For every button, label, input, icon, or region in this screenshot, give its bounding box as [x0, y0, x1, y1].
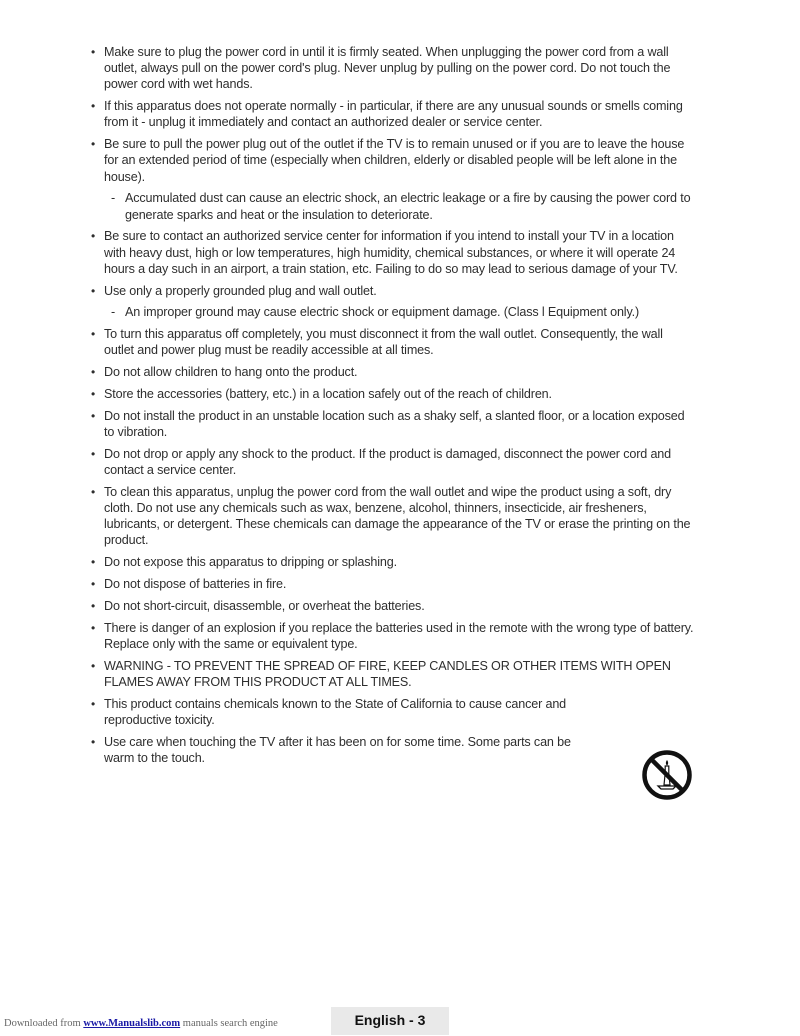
- bullet-icon: •: [91, 45, 96, 59]
- item-text: This product contains chemicals known to the State of California to cause cancer and reproductive toxicity.: [104, 696, 567, 727]
- list-item: [0, 136, 694, 185]
- safety-list: [0, 44, 800, 766]
- item-text: Do not dispose of batteries in fire.: [104, 577, 287, 591]
- list-item: [0, 734, 584, 766]
- item-text: To turn this apparatus off completely, you must disconnect it from the wall outlet. Consequently, the wall outlet and power plug must be readily accessible at all times.: [104, 327, 663, 358]
- page-number-label: English - 3: [331, 1007, 449, 1035]
- dash-icon: -: [111, 305, 116, 320]
- bullet-icon: •: [91, 137, 96, 152]
- list-item: [0, 658, 694, 690]
- item-text: Do not allow children to hang onto the product.: [104, 365, 358, 380]
- item-text: There is danger of an explosion if you replace the batteries used in the remote with the wrong type of battery. Replace only with the same or equivalent type.: [104, 620, 694, 651]
- item-text: If this apparatus does not operate normally - in particular, if there are any unusual sounds or smells coming from it - unplug it immediately and contact an authorized dealer or service center.: [104, 99, 683, 130]
- list-item: [0, 554, 694, 570]
- bullet-icon: •: [91, 598, 96, 613]
- list-item: [0, 408, 694, 440]
- list-item: [0, 326, 694, 358]
- item-text: Accumulated dust can cause an electric shock, an electric leakage or a fire by causing the power cord to generate sparks and heat or the insulation to deteriorate.: [125, 191, 691, 222]
- bullet-icon: •: [91, 327, 96, 342]
- bullet-icon: •: [91, 446, 96, 461]
- item-text: Use only a properly grounded plug and wall outlet.: [104, 283, 377, 298]
- item-text: Do not expose this apparatus to dripping or splashing.: [104, 555, 397, 570]
- list-item: [0, 446, 694, 478]
- item-text: Do not drop or apply any shock to the product. If the product is damaged, disconnect the power cord and contact a service center.: [104, 446, 672, 477]
- sub-item: [0, 190, 695, 222]
- item-text: Be sure to contact an authorized service center for information if you intend to install your TV in a location with heavy dust, high or low temperatures, high humidity, chemical substances, or where it will operate 24 hours a day such in an airport, a train station, etc. Failing to do so may lead to serious damage of your TV.: [104, 229, 678, 276]
- item-text: Use care when touching the TV after it has been on for some time. Some parts can be warm to the touch.: [104, 734, 571, 765]
- download-prefix: Downloaded from: [4, 1018, 81, 1029]
- item-text: Do not install the product in an unstable location such as a shaky self, a slanted floor, or a location exposed to vibration.: [104, 408, 685, 439]
- item-text: Do not short-circuit, disassemble, or overheat the batteries.: [104, 598, 425, 613]
- manualslib-link[interactable]: www.Manualslib.com: [83, 1018, 181, 1029]
- bullet-icon: •: [91, 696, 96, 711]
- safety-instructions-page: [0, 44, 800, 772]
- list-item: [0, 598, 694, 614]
- item-text: Store the accessories (battery, etc.) in a location safely out of the reach of children.: [104, 387, 552, 401]
- list-item: [0, 283, 694, 299]
- bullet-icon: •: [91, 99, 96, 114]
- list-item: [0, 44, 694, 93]
- list-item: [0, 696, 584, 728]
- list-item: [0, 386, 694, 402]
- item-text: To clean this apparatus, unplug the power cord from the wall outlet and wipe the product using a soft, dry cloth. Do not use any chemicals such as wax, benzene, alcohol, thinners, insecticide, air fresheners, lubricants, or detergent. These chemicals can damage the appearance of the TV or erase the printing on the product.: [104, 484, 691, 548]
- bullet-icon: •: [91, 484, 96, 499]
- bullet-icon: •: [91, 620, 96, 635]
- bullet-icon: •: [91, 555, 96, 570]
- bullet-icon: •: [91, 408, 96, 423]
- list-item: [0, 484, 694, 549]
- bullet-icon: •: [91, 577, 96, 591]
- no-candle-icon: [641, 749, 693, 801]
- item-text: WARNING - TO PREVENT THE SPREAD OF FIRE, KEEP CANDLES OR OTHER ITEMS WITH OPEN FLAMES AWAY FROM THIS PRODUCT AT ALL TIMES.: [104, 658, 671, 689]
- download-suffix: manuals search engine: [182, 1018, 278, 1029]
- list-item: [0, 620, 694, 652]
- sub-item: [0, 304, 695, 320]
- bullet-icon: •: [91, 229, 96, 244]
- bullet-icon: •: [91, 387, 96, 401]
- bullet-icon: •: [91, 365, 96, 380]
- item-text: Make sure to plug the power cord in until it is firmly seated. When unplugging the power cord from a wall outlet, always pull on the power cord's plug. Never unplug by pulling on the power cord. Do not touch the power cord with wet hands.: [104, 45, 671, 92]
- dash-icon: -: [111, 191, 116, 206]
- list-item: [0, 364, 694, 380]
- list-item: [0, 228, 694, 277]
- list-item: [0, 576, 694, 592]
- item-text: Be sure to pull the power plug out of the outlet if the TV is to remain unused or if you are to leave the house for an extended period of time (especially when children, elderly or disabled people will be left alone in the house).: [104, 137, 685, 184]
- bullet-icon: •: [91, 658, 96, 673]
- bullet-icon: •: [91, 734, 96, 749]
- item-text: An improper ground may cause electric shock or equipment damage. (Class l Equipment only.): [125, 305, 640, 320]
- list-item: [0, 98, 694, 130]
- download-source-note: [4, 1018, 278, 1029]
- bullet-icon: •: [91, 283, 96, 298]
